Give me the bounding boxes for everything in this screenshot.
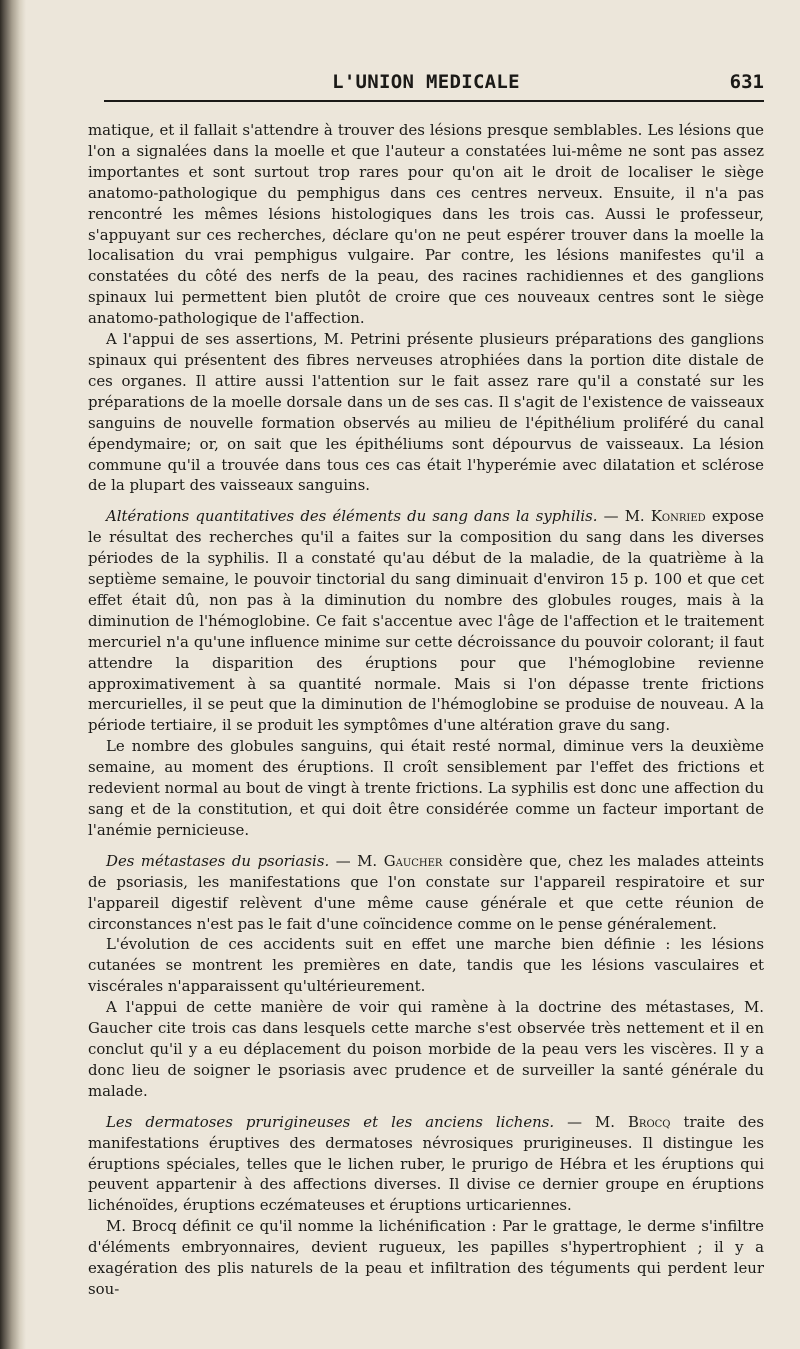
section-dash: — M. — [554, 1112, 628, 1131]
section-pruriginous-dermatoses — [88, 1112, 764, 1217]
page-binding-edge — [0, 0, 26, 1349]
page-number: 631 — [729, 71, 764, 93]
journal-page — [88, 66, 765, 1298]
author-brocq: Brocq — [627, 1112, 671, 1131]
article-body — [88, 120, 764, 1300]
paragraph-lichenification: M. Brocq définit ce qu'il nomme la lichénification : Par le grattage, le derme s'infiltre d'éléments embryonnaires, devient rugueux, les papilles s'hypertrophient ; il y a exagération des plis naturels de la peau et infiltration des téguments qui perdent leur sou- — [88, 1217, 764, 1298]
paragraph-gaucher-cases: A l'appui de cette manière de voir qui ramène à la doctrine des métastases, M. Gaucher cite trois cas dans lesquels cette marche s'est observée très nettement et il en conclut qu'il y a eu déplacement du poison morbide de la peau vers les viscères. Il y a donc lieu de soigner le psoriasis avec prudence et de surveiller la santé générale du malade. — [88, 998, 764, 1100]
paragraph-evolution-accidents: L'évolution de ces accidents suit en effet une marche bien définie : les lésions cutanées se montrent les premières en date, tandis que les lésions vasculaires et viscérales n'apparaissent qu'ultérieurement. — [88, 935, 764, 996]
section-title-syphilis: Altérations quantitatives des éléments du sang dans la syphilis. — [106, 507, 598, 526]
author-gaucher: Gaucher — [383, 851, 443, 870]
author-konried: Konried — [650, 507, 706, 526]
journal-title: L'UNION MEDICALE — [332, 71, 520, 93]
running-header — [88, 66, 764, 96]
section-psoriasis-metastases — [88, 851, 764, 935]
section-title-psoriasis: Des métastases du psoriasis. — [106, 851, 330, 870]
paragraph-petrini-preparations: A l'appui de ses assertions, M. Petrini présente plusieurs préparations des ganglions spinaux qui présentent des fibres nerveuses atrophiées dans la portion dite distale de ces organes. Il attire aussi l'attention sur le fait assez rare qu'il a constaté sur les préparations de la moelle dorsale dans un de ses cas. Il s'agit de l'existence de vaisseaux sanguins de nouvelle formation observés au milieu de l'épithélium proliféré du canal épendymaire; or, on sait que les épithéliums sont dépourvus de vaisseaux. La lésion commune qu'il a trouvée dans tous ces cas était l'hyperémie avec dilatation et sclérose de la plupart des vaisseaux sanguins. — [88, 330, 764, 495]
header-rule — [104, 100, 764, 102]
section-text-syphilis: expose le résultat des recherches qu'il a faites sur la composition du sang dans les diverses périodes de la syphilis. Il a constaté qu'au début de la maladie, de la quatrième à la septième semaine, le pouvoir tinctorial du sang diminuait d'environ 15 p. 100 et que cet effet était dû, non pas à la diminution du nombre des globules rouges, mais à la diminution de l'hémoglobine. Ce fait s'accentue avec l'âge de l'affection et le traitement mercuriel n'a qu'une influence minime sur cette décroissance du pouvoir colorant; il faut attendre la disparition des éruptions pour que l'hémoglobine revienne approximativement à sa quantité normale. Mais si l'on dépasse trente frictions mercurielles, il se peut que la diminution de l'hémoglobine se produise de nouveau. A la période tertiaire, il se produit les symptômes d'une altération grave du sang. — [88, 507, 764, 735]
section-text-dermatoses: traite des manifestations éruptives des dermatoses névrosiques prurigineuses. Il distingue les éruptions spéciales, telles que le lichen ruber, le prurigo de Hébra et les éruptions qui peuvent appartenir à des affections diverses. Il divise ce dernier groupe en éruptions lichénoïdes, éruptions eczémateuses et éruptions urticariennes. — [88, 1112, 765, 1215]
paragraph-pemphigus-conclusion: matique, et il fallait s'attendre à trouver des lésions presque semblables. Les lésions que l'on a signalées dans la moelle et que l'auteur a constatées lui-même ne sont pas assez importantes et sont surtout trop rares pour qu'on ait le droit de localiser le siège anatomo-pathologique du pemphigus dans ces centres nerveux. Ensuite, il n'a pas rencontré les mêmes lésions histologiques dans les trois cas. Aussi le professeur, s'appuyant sur ces recherches, déclare qu'on ne peut espérer trouver dans la moelle la localisation du vrai pemphigus vulgaire. Par contre, les lésions manifestes qu'il a constatées du côté des nerfs de la peau, des racines rachidiennes et des ganglions spinaux lui permettent bien plutôt de croire que ces nouveaux centres sont le siège anatomo-pathologique de l'affection. — [88, 121, 764, 328]
section-dash: — M. — [597, 507, 651, 526]
section-text-psoriasis: considère que, chez les malades atteints de psoriasis, les manifestations que l'on constate sur l'appareil respiratoire et sur l'appareil digestif relèvent d'une même cause générale et que cette réunion de circonstances n'est pas le fait d'une coïncidence comme on le pense généralement. — [88, 851, 764, 933]
paragraph-globules-count: Le nombre des globules sanguins, qui était resté normal, diminue vers la deuxième semaine, au moment des éruptions. Il croît sensiblement par l'effet des frictions et redevient normal au bout de vingt à trente frictions. La syphilis est donc une affection du sang et de la constitution, et qui doit être considérée comme un facteur important de l'anémie pernicieuse. — [88, 737, 764, 839]
section-dash: — M. — [329, 851, 384, 870]
section-title-dermatoses: Les dermatoses prurigineuses et les anciens lichens. — [106, 1112, 555, 1131]
section-syphilis-blood — [88, 506, 764, 736]
